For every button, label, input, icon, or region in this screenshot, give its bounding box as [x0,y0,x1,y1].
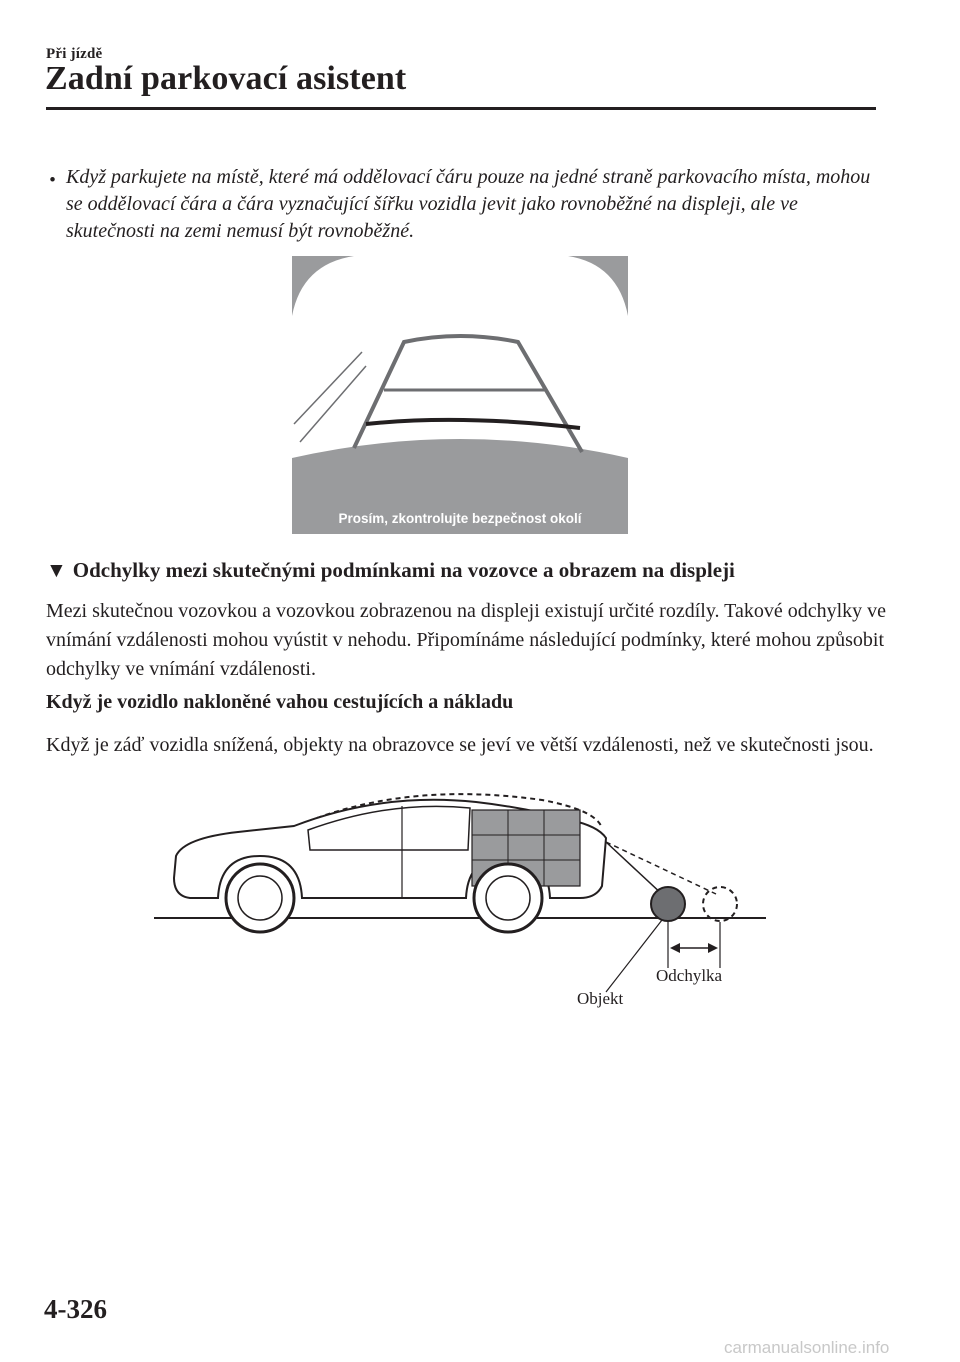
section-label: Při jízdě [46,46,103,62]
paragraph-lowered-rear: Když je záď vozidla snížená, objekty na obrazovce se jeví ve větší vzdálenosti, než ve skutečnosti jsou. [46,734,874,756]
camera-sight-line [606,842,664,896]
object-leader-line [606,920,662,992]
watermark: carmanualsonline.info [724,1338,890,1357]
object-label: Objekt [577,989,624,1008]
apparent-object-circle [703,887,737,921]
subsection-title: Odchylky mezi skutečnými podmínkami na vozovce a obrazem na displeji [72,558,735,582]
bullet-text: Když parkujete na místě, které má oddělovací čáru pouze na jedné straně parkovacího místa, mohou se oddělovací čára a čára vyznačující šířku vozidla jevit jako rovnoběžné na displeji, ale ve skutečnosti na zemi nemusí být rovnoběžné. [66,166,871,242]
deviation-label: Odchylka [656,966,723,985]
title-divider [46,107,876,110]
object-circle [651,887,685,921]
condition-heading: Když je vozidlo nakloněné vahou cestujících a nákladu [46,691,514,713]
page-title: Zadní parkovací asistent [45,60,407,97]
subsection-heading [46,558,735,583]
triangle-down-icon: ▼ [46,558,67,582]
display-caption: Prosím, zkontrolujte bezpečnost okolí [338,511,582,526]
page-number: 4-326 [44,1294,107,1324]
rear-camera-display-illustration [292,256,628,534]
paragraph-deviations: Mezi skutečnou vozovkou a vozovkou zobrazenou na displeji existují určité rozdíly. Takové odchylky ve vnímání vzdálenosti mohou vyústit v nehodu. Připomínáme následující podmínky, které mohou způsobit odchylky ve vnímání vzdálenosti. [46,600,887,680]
bullet-marker: • [49,170,56,191]
